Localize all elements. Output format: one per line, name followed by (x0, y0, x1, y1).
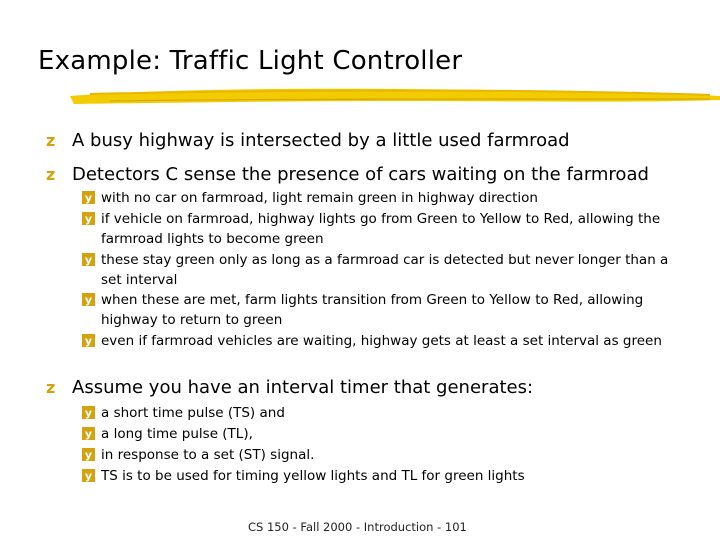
svg-text:y: y (84, 212, 93, 225)
svg-text:y: y (84, 334, 93, 347)
z-bullet-icon: z (46, 165, 56, 184)
bullet-text: these stay green only as long as a farmroad car is detected but never longer than a set interval (101, 252, 669, 289)
y-box-bullet-icon (82, 212, 95, 225)
y-box-bullet-icon (82, 191, 95, 204)
bullet-text: when these are met, farm lights transition from Green to Yellow to Red, allowing highway to return to green (101, 292, 644, 329)
bullet-text: a long time pulse (TL), (101, 426, 253, 442)
bullet-level1 (46, 130, 570, 151)
bullet-level2 (82, 403, 692, 423)
y-box-bullet-icon (82, 427, 95, 440)
bullet-text: TS is to be used for timing yellow lights and TL for green lights (101, 468, 525, 484)
bullet-level2 (82, 331, 692, 351)
y-box-bullet-icon (82, 293, 95, 306)
bullet-level1 (46, 377, 533, 398)
z-bullet-icon: z (46, 131, 56, 150)
svg-text:y: y (84, 293, 93, 306)
bullet-level2 (82, 445, 692, 465)
svg-text:y: y (84, 469, 93, 482)
bullet-level2 (82, 250, 692, 291)
bullet-level2 (82, 466, 692, 486)
bullet-text: if vehicle on farmroad, highway lights go from Green to Yellow to Red, allowing the farmroad lights to become green (101, 211, 661, 248)
svg-text:y: y (84, 427, 93, 440)
bullet-level2 (82, 424, 692, 444)
bullet-text: Detectors C sense the presence of cars waiting on the farmroad (72, 164, 649, 185)
bullet-level2 (82, 209, 692, 250)
slide-footer: CS 150 - Fall 2000 - Introduction - 101 (248, 520, 467, 534)
svg-text:y: y (84, 191, 93, 204)
y-box-bullet-icon (82, 469, 95, 482)
bullet-text: in response to a set (ST) signal. (101, 447, 315, 463)
y-box-bullet-icon (82, 448, 95, 461)
z-bullet-icon: z (46, 378, 56, 397)
slide-title: Example: Traffic Light Controller (38, 46, 463, 76)
bullet-level2 (82, 188, 692, 208)
bullet-text: a short time pulse (TS) and (101, 405, 285, 421)
bullet-text: even if farmroad vehicles are waiting, highway gets at least a set interval as green (101, 333, 662, 349)
bullet-text: with no car on farmroad, light remain green in highway direction (101, 190, 538, 206)
y-box-bullet-icon (82, 253, 95, 266)
bullet-level1 (46, 164, 649, 185)
svg-text:y: y (84, 253, 93, 266)
svg-text:y: y (84, 448, 93, 461)
bullet-level2 (82, 290, 692, 331)
bullet-text: Assume you have an interval timer that generates: (72, 377, 534, 398)
bullet-text: A busy highway is intersected by a little used farmroad (72, 130, 570, 151)
title-underline-brushstroke (70, 84, 720, 106)
svg-text:y: y (84, 406, 93, 419)
y-box-bullet-icon (82, 334, 95, 347)
y-box-bullet-icon (82, 406, 95, 419)
